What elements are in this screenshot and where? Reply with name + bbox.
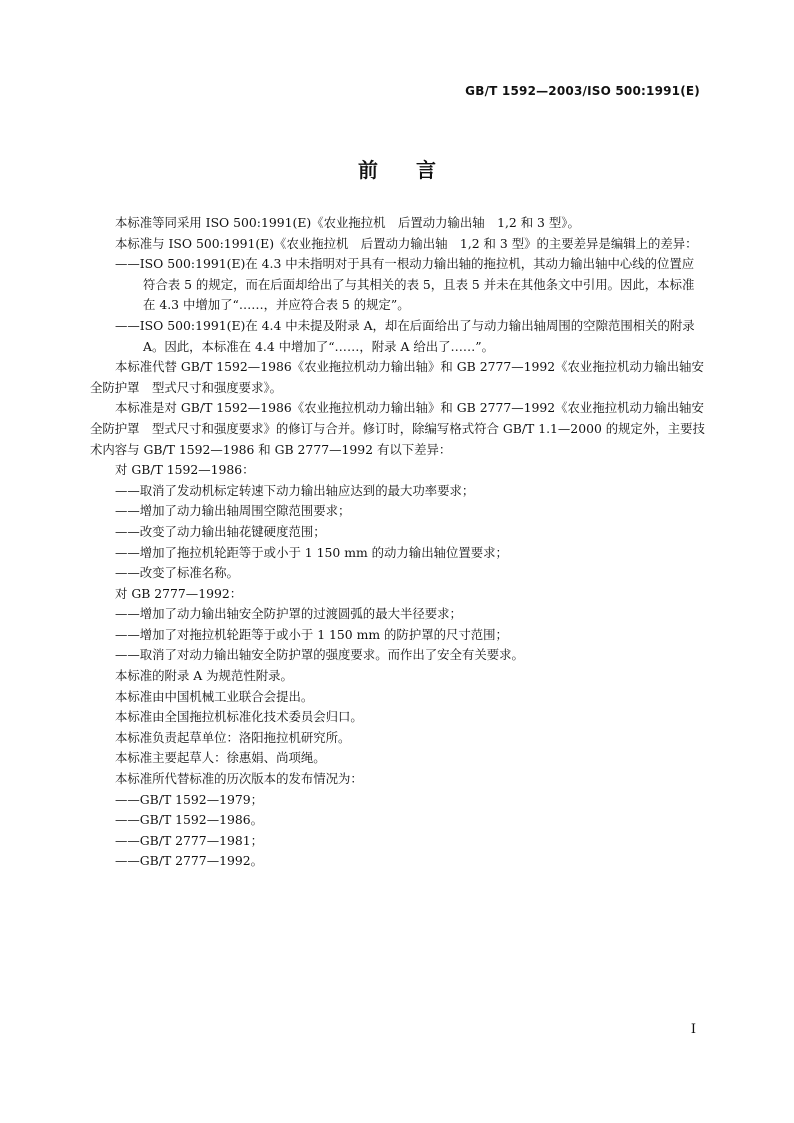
section-gb2777: 对 GB 2777—1992：: [115, 585, 243, 601]
history-item: ——GB/T 1592—1979；: [115, 791, 264, 807]
paragraph-annex: 本标准的附录 A 为规范性附录。: [115, 668, 293, 684]
title-char-1: 前: [358, 158, 378, 182]
paragraph-drafting-unit: 本标准负责起草单位：洛阳拖拉机研究所。: [115, 729, 351, 745]
standard-code-header: GB/T 1592—2003/ISO 500:1991(E): [465, 84, 700, 98]
list-item: ——增加了对拖拉机轮距等于或小于 1 150 mm 的防护罩的尺寸范围；: [115, 626, 508, 642]
list-item: ——取消了发动机标定转速下动力输出轴应达到的最大功率要求；: [115, 482, 475, 498]
paragraph-drafters: 本标准主要起草人：徐惠娟、尚项绳。: [115, 750, 326, 766]
paragraph-differences: 本标准与 ISO 500:1991(E)《农业拖拉机 后置动力输出轴 1,2 和 3 型》的主要差异是编辑上的差异：: [115, 235, 698, 251]
paragraph-proposer: 本标准由中国机械工业联合会提出。: [115, 688, 314, 704]
history-item: ——GB/T 2777—1992。: [115, 853, 264, 869]
history-item: ——GB/T 2777—1981；: [115, 832, 264, 848]
difference-item-1: ——ISO 500:1991(E)在 4.3 中未指明对于具有一根动力输出轴的拖拉机，其动力输出轴中心线的位置应符合表 5 的规定，而在后面却给出了与其相关的表 5，且表 5 并未在其他条文中引用。因此，本标准在 4.3 中增加了“……，并应符合表 5 的规定”。: [115, 256, 695, 313]
difference-item-2: ——ISO 500:1991(E)在 4.4 中未提及附录 A，却在后面给出了与动力输出轴周围的空隙范围相关的附录 A。因此，本标准在 4.4 中增加了“……，附录 A 给出了……”。: [115, 317, 695, 354]
list-item: ——改变了标准名称。: [115, 565, 239, 581]
history-item: ——GB/T 1592—1986。: [115, 812, 264, 828]
foreword-body: [90, 213, 706, 872]
paragraph-adoption: 本标准等同采用 ISO 500:1991(E)《农业拖拉机 后置动力输出轴 1,2 和 3 型》。: [115, 215, 580, 230]
title-char-2: 言: [416, 158, 436, 182]
section-gbt1592: 对 GB/T 1592—1986：: [115, 462, 255, 478]
paragraph-committee: 本标准由全国拖拉机标准化技术委员会归口。: [115, 709, 363, 725]
page-title: [0, 154, 794, 183]
list-item: ——增加了动力输出轴周围空隙范围要求；: [115, 503, 351, 519]
paragraph-history: 本标准所代替标准的历次版本的发布情况为：: [115, 771, 363, 787]
list-item: ——取消了对动力输出轴安全防护罩的强度要求。而作出了安全有关要求。: [115, 647, 524, 663]
paragraph-replaces: 本标准代替 GB/T 1592—1986《农业拖拉机动力输出轴》和 GB 2777—1992《农业拖拉机动力输出轴安全防护罩 型式尺寸和强度要求》。: [90, 359, 704, 395]
list-item: ——增加了动力输出轴安全防护罩的过渡圆弧的最大半径要求；: [115, 606, 462, 622]
page-number: I: [690, 1022, 696, 1037]
list-item: ——改变了动力输出轴花键硬度范围；: [115, 523, 326, 539]
list-item: ——增加了拖拉机轮距等于或小于 1 150 mm 的动力输出轴位置要求；: [115, 544, 508, 560]
paragraph-revision: 本标准是对 GB/T 1592—1986《农业拖拉机动力输出轴》和 GB 2777—1992《农业拖拉机动力输出轴安全防护罩 型式尺寸和强度要求》的修订与合并。修订时，除编写格式符合 GB/T 1.1—2000 的规定外，主要技术内容与 GB/T 1592—1986 和 GB 2777—1992 有以下差异：: [90, 400, 705, 457]
